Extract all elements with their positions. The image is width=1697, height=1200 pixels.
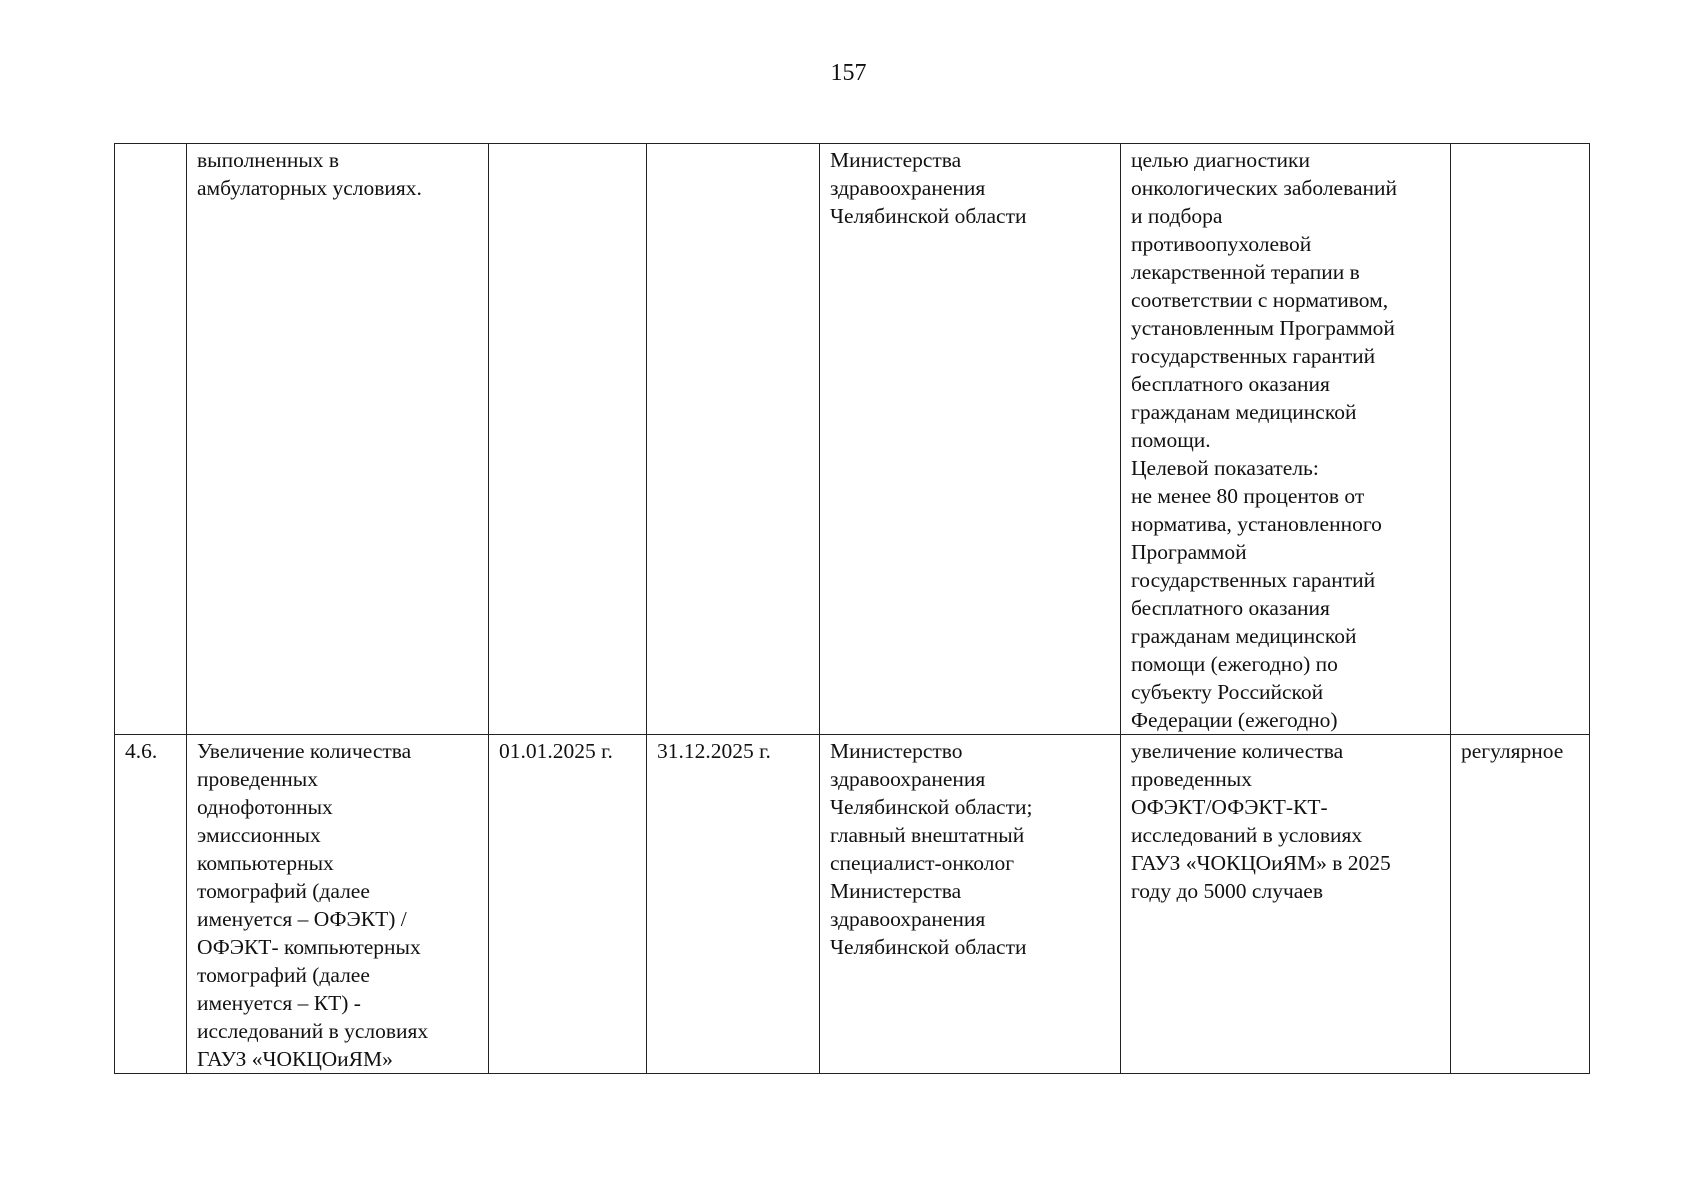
cell-start-date	[489, 144, 647, 735]
page-number: 157	[830, 60, 867, 86]
cell-type	[1451, 144, 1590, 735]
cell-result: целью диагностики онкологических заболеваний и подбора противоопухолевой лекарственной терапии в соответствии с нормативом, установленным Программой государственных гарантий бесплатного оказания гражданам медицинской помощи. Целевой показатель: не менее 80 процентов от норматива, установленного Программой государственных гарантий бесплатного оказания гражданам медицинской помощи (ежегодно) по субъекту Российской Федерации (ежегодно)	[1121, 144, 1451, 735]
cell-event: Увеличение количества проведенных однофотонных эмиссионных компьютерных томографий (далее именуется – ОФЭКТ) / ОФЭКТ- компьютерных томографий (далее именуется – КТ) - исследований в условиях ГАУЗ «ЧОКЦОиЯМ»	[187, 735, 489, 1074]
cell-number: 4.6.	[115, 735, 187, 1074]
cell-number	[115, 144, 187, 735]
cell-result: увеличение количества проведенных ОФЭКТ/ОФЭКТ-КТ- исследований в условиях ГАУЗ «ЧОКЦОиЯМ» в 2025 году до 5000 случаев	[1121, 735, 1451, 1074]
cell-responsible: Министерства здравоохранения Челябинской области	[820, 144, 1121, 735]
cell-end-date: 31.12.2025 г.	[647, 735, 820, 1074]
events-table	[114, 143, 1590, 1074]
table-row	[115, 735, 1590, 1074]
cell-responsible: Министерство здравоохранения Челябинской области; главный внештатный специалист-онколог Министерства здравоохранения Челябинской области	[820, 735, 1121, 1074]
cell-end-date	[647, 144, 820, 735]
cell-event: выполненных в амбулаторных условиях.	[187, 144, 489, 735]
cell-type: регулярное	[1451, 735, 1590, 1074]
cell-start-date: 01.01.2025 г.	[489, 735, 647, 1074]
table-row	[115, 144, 1590, 735]
